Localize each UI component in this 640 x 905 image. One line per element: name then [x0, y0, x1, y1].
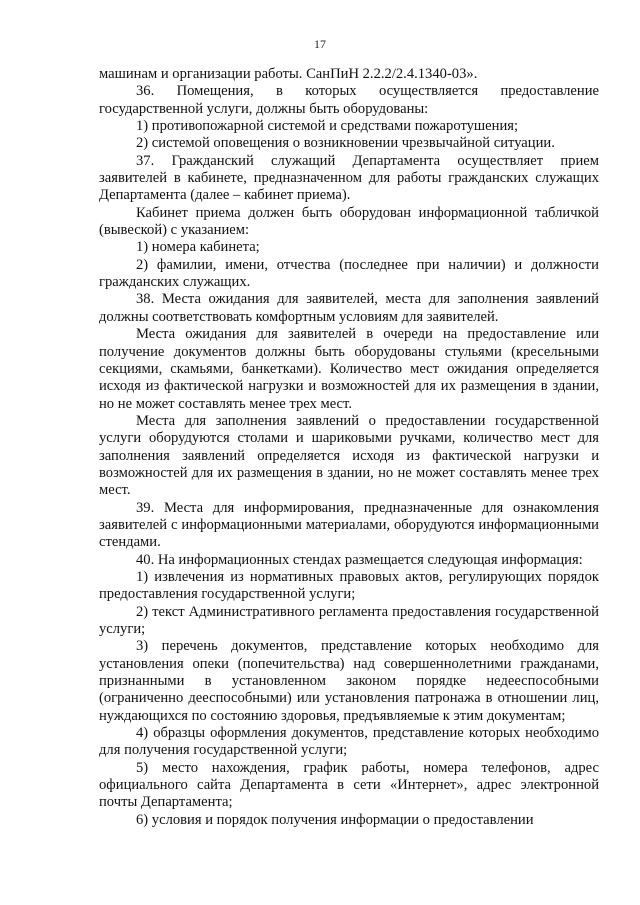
- paragraph: Места для заполнения заявлений о предоставлении государственной услуги оборудуются столами и шариковыми ручками, количество мест для заполнения заявлений определяется исходя из фактической нагрузки и возможностей для их размещения в здании, но не может составлять менее трех мест.: [99, 412, 599, 499]
- paragraph: 2) фамилии, имени, отчества (последнее при наличии) и должности гражданских служащих.: [99, 256, 599, 291]
- paragraph: 37. Гражданский служащий Департамента осуществляет прием заявителей в кабинете, предназначенном для работы гражданских служащих Департамента (далее – кабинет приема).: [99, 152, 599, 204]
- paragraph: 36. Помещения, в которых осуществляется предоставление государственной услуги, должны быть оборудованы:: [99, 83, 599, 117]
- paragraph: 39. Места для информирования, предназначенные для ознакомления заявителей с информационными материалами, оборудуются информационными стендами.: [99, 499, 599, 551]
- paragraph: Кабинет приема должен быть оборудован информационной табличкой (вывеской) с указанием:: [99, 204, 599, 239]
- document-body: [99, 66, 599, 829]
- paragraph: 3) перечень документов, представление которых необходимо для установления опеки (попечительства) над совершеннолетними гражданами, признанными в установленном законом порядке недееспособными (ограниченно дееспособными) или установления патронажа в отношении лиц, нуждающихся по состоянию здоровья, предъявляемые к этим документам;: [99, 638, 599, 724]
- paragraph: 6) условия и порядок получения информации о предоставлении: [136, 811, 534, 828]
- paragraph: 1) противопожарной системой и средствами пожаротушения;: [136, 118, 519, 135]
- paragraph: 2) текст Административного регламента предоставления государственной услуги;: [99, 603, 599, 637]
- paragraph: 1) номера кабинета;: [136, 239, 260, 256]
- paragraph: 2) системой оповещения о возникновении чрезвычайной ситуации.: [136, 135, 555, 152]
- paragraph: 38. Места ожидания для заявителей, места для заполнения заявлений должны соответствовать комфортным условиям для заявителей.: [99, 291, 599, 325]
- paragraph: 1) извлечения из нормативных правовых актов, регулирующих порядок предоставления государственной услуги;: [99, 568, 599, 603]
- paragraph: 5) место нахождения, график работы, номера телефонов, адрес официального сайта Департамента в сети «Интернет», адрес электронной почты Департамента;: [99, 759, 599, 811]
- paragraph: 40. На информационных стендах размещается следующая информация:: [136, 551, 583, 568]
- paragraph: 4) образцы оформления документов, представление которых необходимо для получения государственной услуги;: [99, 725, 599, 759]
- paragraph: машинам и организации работы. СанПиН 2.2.2/2.4.1340-03».: [99, 66, 478, 82]
- page-number: 17: [314, 37, 326, 51]
- paragraph: Места ожидания для заявителей в очереди на предоставление или получение документов должны быть оборудованы стульями (кресельными секциями, скамьями, банкетками). Количество мест ожидания определяется исходя из фактической нагрузки и возможностей для их размещения в здании, но не может составлять менее трех мест.: [99, 326, 599, 412]
